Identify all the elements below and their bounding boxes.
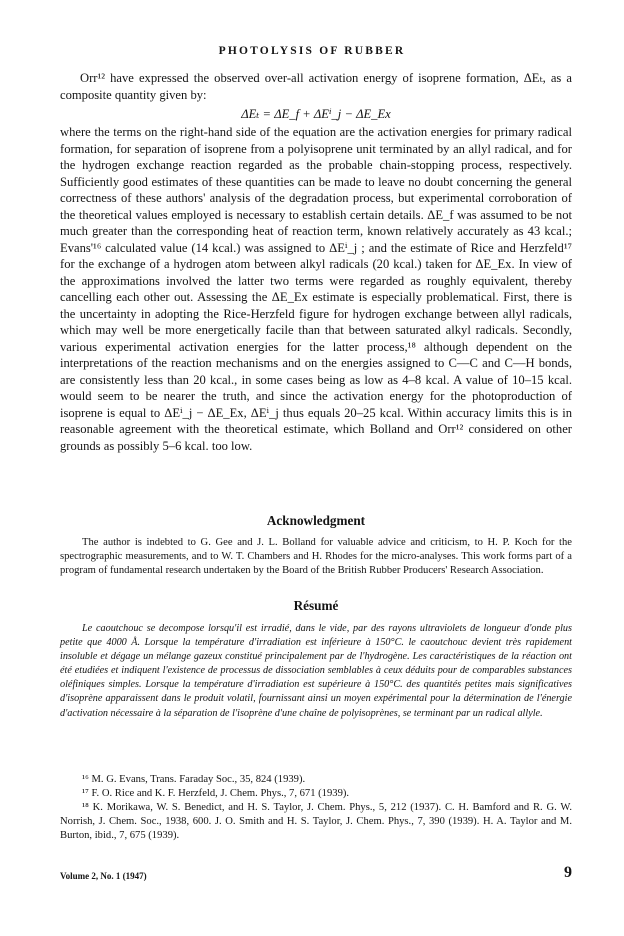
footnote-18: ¹⁸ K. Morikawa, W. S. Benedict, and H. S. Taylor, J. Chem. Phys., 5, 212 (1937). C. H. Bamford and R. G. W. Norrish, J. Chem. Soc., 1938, 600. J. O. Smith and H. S. Taylor, J. Chem. Phys., 7, 390 (1939). H. A. Taylor and M. Burton, ibid., 7, 675 (1939). [60,802,572,841]
resume-text: Le caoutchouc se decompose lorsqu'il est irradié, dans le vide, par des rayons ultraviolets de longueur d'onde plus petite que 4000 Å. Lorsque la température d'irradiation est inférieure à 150°C. le caoutchouc devient très rapidement insoluble et dégage un mélange gazeux constitué principalement par de l'hydrogène. Les caractéristiques de la réaction ont été etudiées et indiquent l'existence de processus de dissociation semblables à ceux déduits pour de comparables substances oléfiniques simples. Lorsque la température d'irradiation est supérieure à 150°C. des quantités petites mais significatives d'isoprène apparaissent dans le produit volatil, fournissant ainsi un moyen expérimental pour la détermination de l'énergie d'activation nécessaire à la séparation de l'isoprène d'une chaîne de polyisoprènes, se terminant par un radical allyle. [60,623,572,719]
paragraph-intro: Orr¹² have expressed the observed over-all activation energy of isoprene formation, ΔEₜ, as a composite quantity given by: [60,71,572,102]
footnotes [60,773,572,843]
paragraph-discussion: where the terms on the right-hand side of the equation are the activation energies for primary radical formation, for separation of isoprene from a polyisoprene unit terminated by an allyl radical, and for the hydrogen exchange reaction regarded as the probable chain-stopping process, respectively. Sufficiently good estimates of these quantities can be made to leave no doubt concerning the general correctness of these authors' analysis of the degradation process, but experimental corroboration of the theoretical values employed is necessary to establish certain details. ΔE_f was assumed to be not much greater than the corresponding heat of reaction term, known relatively accurately as 43 kcal.; Evans'¹⁶ calculated value (14 kcal.) was assigned to ΔEⁱ_j ; and the estimate of Rice and Herzfeld¹⁷ for the exchange of a hydrogen atom between alkyl radicals (20 kcal.) taken for ΔE_Ex. In view of the approximations involved the latter two terms were regarded as roughly equivalent, thereby cancelling each other out. Assessing the ΔE_Ex estimate is especially problematical. First, there is the uncertainty in adopting the Rice-Herzfeld figure for hydrogen exchange between allyl radicals, which may well be more energetically facile than that between saturated alkyl radicals. Secondly, various experimental activation energies for the latter process,¹⁸ although dependent on the interpretations of the reaction mechanisms and on the energies assigned to C—C and C—H bonds, are consistently less than 20 kcal., in some cases being as low as 4–8 kcal. A value of 10–15 kcal. would seem to be nearer the truth, and since the activation energy for the photoproduction of isoprene is equal to ΔEⁱ_j − ΔE_Ex, ΔEⁱ_j thus equals 20–25 kcal. Within accuracy limits this is in reasonable agreement with the theoretical estimate, which Bolland and Orr¹² considered on other grounds as possibly 5–6 kcal. too low. [60,125,572,453]
resume-section [60,598,572,721]
acknowledgment-text: The author is indebted to G. Gee and J. L. Bolland for valuable advice and criticism, to H. P. Koch for the spectrographic measurements, and to W. T. Chambers and H. Rhodes for the micro-analyses. This work forms part of a program of fundamental research undertaken by the Board of the British Rubber Producers' Research Association. [60,537,572,577]
activation-energy-equation: ΔEₜ = ΔE_f + ΔEⁱ_j − ΔE_Ex [241,107,391,121]
acknowledgment-section [60,513,572,579]
journal-volume: Volume 2, No. 1 (1947) [60,871,147,881]
footnote-17: ¹⁷ F. O. Rice and K. F. Herzfeld, J. Chem. Phys., 7, 671 (1939). [82,788,350,799]
body-text [60,70,572,454]
footnote-16: ¹⁶ M. G. Evans, Trans. Faraday Soc., 35, 824 (1939). [82,774,306,785]
running-header: PHOTOLYSIS OF RUBBER [218,45,406,57]
resume-heading: Résumé [293,598,339,613]
acknowledgment-heading: Acknowledgment [266,513,366,528]
page-number: 9 [564,864,572,881]
